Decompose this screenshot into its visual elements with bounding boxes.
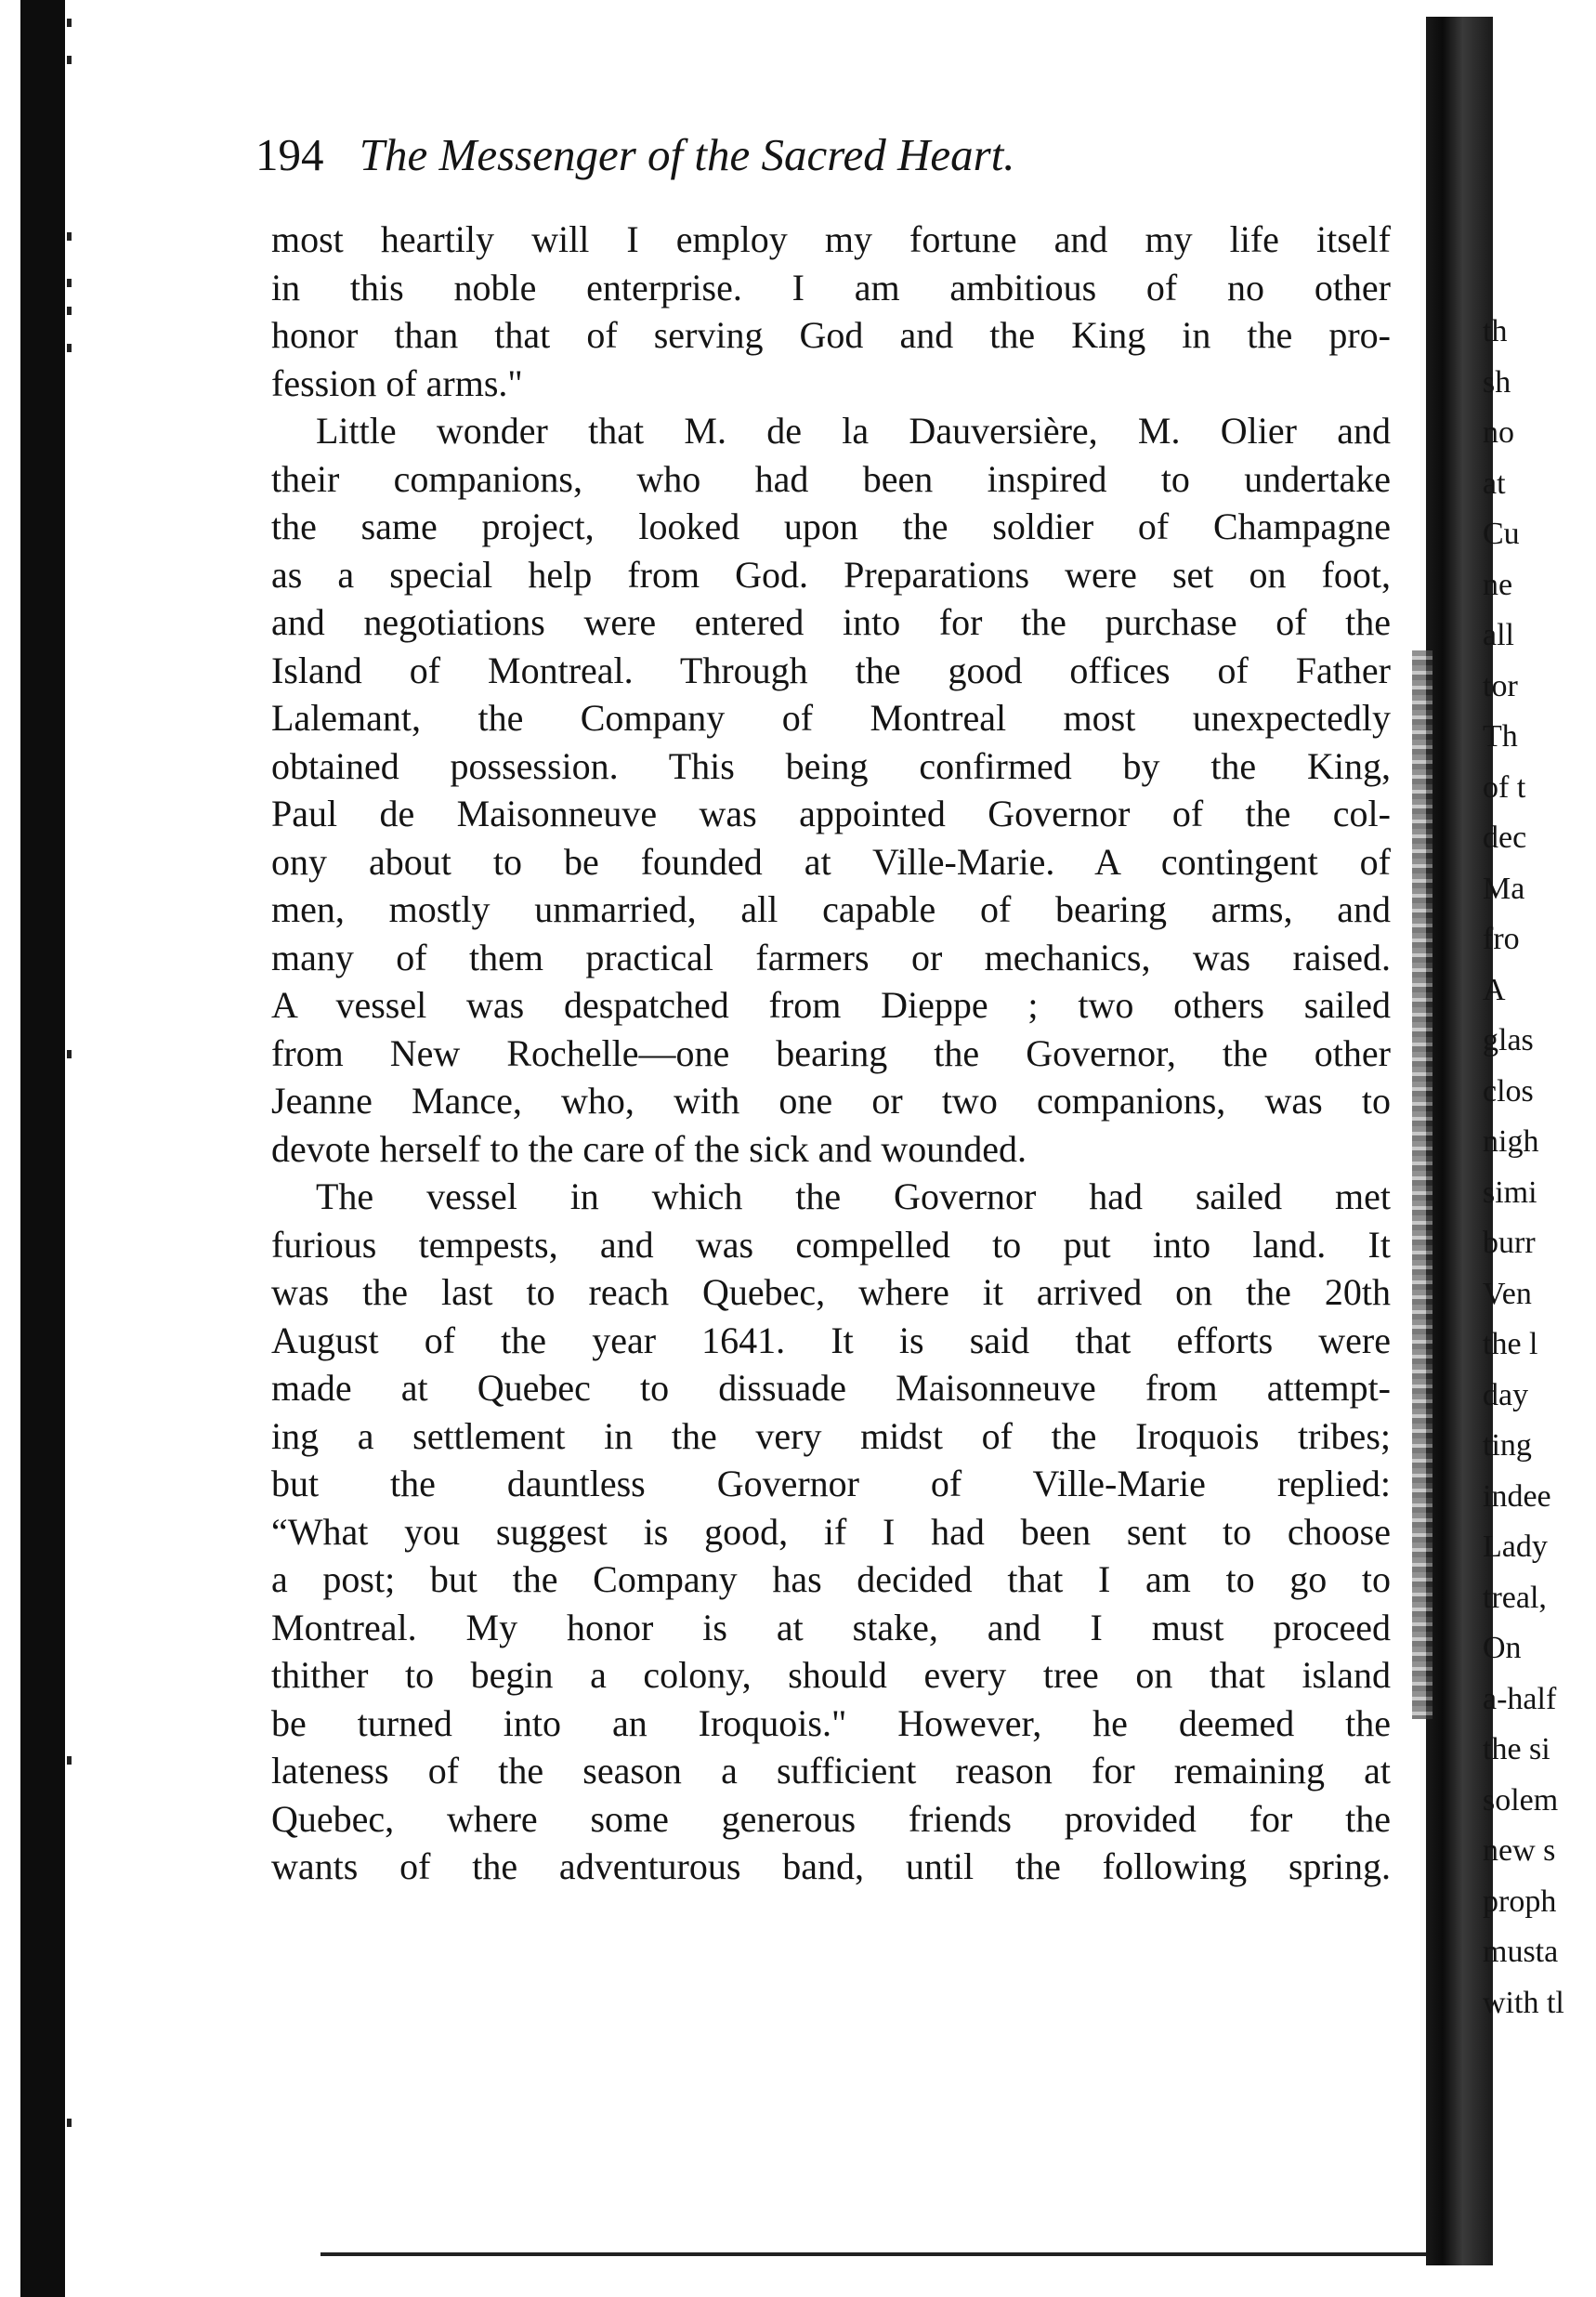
text-line: honor than that of serving God and the King in the pro- [271,314,1391,356]
page-number: 194 [255,129,324,180]
text-line: and negotiations were entered into for the purchase of the [271,601,1391,643]
text-line: obtained possession. This being confirmed by the King, [271,744,1391,787]
text-line: The vessel in which the Governor had sailed met [316,1175,1391,1217]
binding-marks [65,0,76,2297]
facing-page-fragment: the l [1483,1327,1538,1361]
facing-page-fragments [1483,307,1596,2028]
page-edge-speckle [1412,650,1432,1719]
text-line: a post; but the Company has decided that I am to go to [271,1558,1391,1600]
facing-page-fragment: burr [1483,1226,1536,1260]
facing-page-fragment: th [1483,314,1508,348]
text-line: devote herself to the care of the sick and wounded. [271,1127,1027,1170]
text-line: from New Rochelle—one bearing the Governor, the other [271,1031,1391,1074]
facing-page-fragment: simi [1483,1175,1537,1210]
text-line: was the last to reach Quebec, where it arrived on the 20th [271,1271,1391,1313]
facing-page-fragment: the si [1483,1732,1550,1766]
facing-page-fragment: treal, [1483,1580,1547,1615]
facing-page-fragment: A [1483,972,1506,1007]
text-line: Paul de Maisonneuve was appointed Governor of the col- [271,793,1391,834]
facing-page-fragment: ne [1483,567,1513,602]
text-line: as a special help from God. Preparations were set on foot, [271,553,1391,596]
facing-page-fragment: Lady [1483,1529,1548,1564]
facing-page-fragment: a-half [1483,1681,1557,1716]
facing-page-fragment: nigh [1483,1124,1539,1159]
text-line: fession of arms." [271,361,523,404]
text-line: Lalemant, the Company of Montreal most unexpectedly [271,697,1391,739]
text-line: Jeanne Mance, who, with one or two companions, was to [271,1080,1391,1122]
facing-page-fragment: On [1483,1631,1522,1665]
text-line: lateness of the season a sufficient reason for remaining at [271,1750,1391,1792]
text-line: thither to begin a colony, should every tree on that island [271,1654,1391,1696]
body-text [271,216,1391,1891]
facing-page-fragment: all [1483,618,1514,652]
text-line: “What you suggest is good, if I had been sent to choose [271,1510,1391,1553]
text-line: Island of Montreal. Through the good offices of Father [271,649,1391,691]
facing-page-fragment: glas [1483,1023,1534,1057]
facing-page-fragment: clos [1483,1073,1534,1109]
facing-page-fragment: tor [1483,668,1518,703]
text-line: in this noble enterprise. I am ambitious of no other [271,266,1391,308]
running-header [255,128,1426,193]
facing-page-fragment: no [1483,415,1514,450]
text-line: furious tempests, and was compelled to put into land. It [271,1223,1391,1266]
facing-page-fragment: proph [1483,1884,1557,1919]
facing-page-fragment: solem [1483,1782,1559,1818]
facing-page-fragment: of t [1483,769,1526,805]
facing-page-fragment: fro [1483,922,1520,956]
text-line: August of the year 1641. It is said that efforts were [271,1319,1391,1361]
text-line: A vessel was despatched from Dieppe ; two others sailed [271,984,1391,1026]
facing-page-fragment: Th [1483,719,1518,754]
facing-page-fragment: dec [1483,820,1527,855]
binding-shadow-left [20,0,65,2297]
facing-page-fragment: new s [1483,1833,1556,1868]
facing-page-fragment: Ma [1483,871,1525,906]
facing-page-fragment: ting [1483,1428,1532,1463]
text-line: made at Quebec to dissuade Maisonneuve from attempt- [271,1367,1391,1409]
facing-page-fragment: at [1483,466,1506,501]
facing-page-fragment: Cu [1483,517,1520,551]
text-line: ing a settlement in the very midst of the Iroquois tribes; [271,1414,1391,1457]
text-line: wants of the adventurous band, until the following spring. [271,1845,1391,1887]
facing-page-fragment: with tl [1483,1985,1564,2020]
facing-page-fragment: sh [1483,364,1511,400]
facing-page-fragment: indee [1483,1478,1551,1514]
bottom-edge-rule [321,2252,1426,2256]
facing-page-fragment: musta [1483,1935,1559,1969]
text-line: ony about to be founded at Ville-Marie. A contingent of [271,840,1391,883]
text-line: the same project, looked upon the soldier of Champagne [271,505,1391,547]
running-title: The Messenger of the Sacred Heart. [359,129,1015,180]
text-line: Little wonder that M. de la Dauversière, M. Olier and [316,410,1391,452]
text-line: but the dauntless Governor of Ville-Marie replied: [271,1463,1391,1504]
text-line: Quebec, where some generous friends provided for the [271,1797,1391,1840]
text-line: men, mostly unmarried, all capable of bearing arms, and [271,888,1391,930]
facing-page-fragment: Ven [1483,1276,1532,1311]
text-line: be turned into an Iroquois." However, he deemed the [271,1701,1391,1744]
facing-page-fragment: day [1483,1377,1529,1412]
text-line: their companions, who had been inspired to undertake [271,457,1391,500]
text-line: most heartily will I employ my fortune and my life itself [271,218,1391,260]
text-line: many of them practical farmers or mechanics, was raised. [271,936,1391,978]
text-line: Montreal. My honor is at stake, and I must proceed [271,1606,1391,1648]
